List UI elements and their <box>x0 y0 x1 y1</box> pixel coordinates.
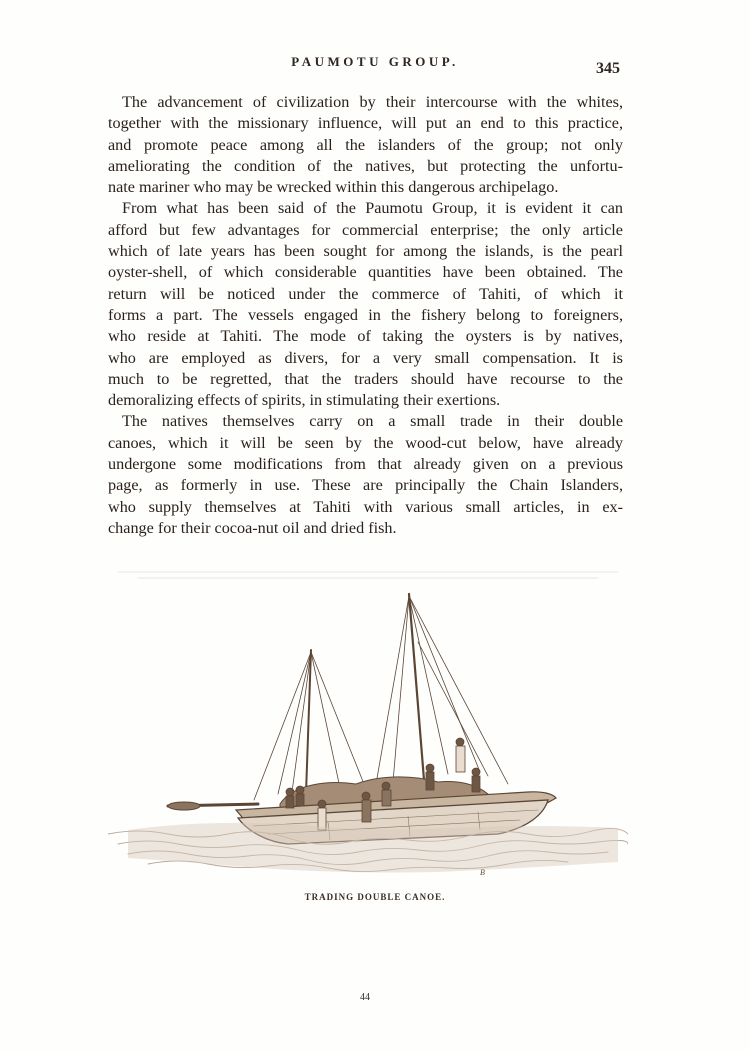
text-line: change for their cocoa-nut oil and dried fish. <box>108 518 397 537</box>
text-line: demoralizing effects of spirits, in stimulating their exertions. <box>108 391 501 410</box>
rigging-right <box>376 596 508 784</box>
text-line: canoes, which it will be seen by the wood-cut below, have already <box>108 433 623 452</box>
text-line: oyster-shell, of which considerable quantities have been obtained. The <box>108 263 623 282</box>
text-line: return will be noticed under the commerce of Tahiti, of which it <box>108 284 623 303</box>
signature-mark: 44 <box>360 992 370 1003</box>
paragraph <box>108 411 623 539</box>
text-line: together with the missionary influence, will put an end to this practice, <box>108 114 623 133</box>
water-shading <box>128 823 618 873</box>
text-line: afford but few advantages for commercial enterprise; the only article <box>108 220 623 239</box>
text-line: The natives themselves carry on a small trade in their double <box>122 412 623 431</box>
text-line: forms a part. The vessels engaged in the fishery belong to foreigners, <box>108 305 623 324</box>
figure-caption: TRADING DOUBLE CANOE. <box>304 892 446 902</box>
text-line: who are employed as divers, for a very small compensation. It is <box>108 348 623 367</box>
text-line: ameliorating the condition of the natives, but protecting the unfortu- <box>108 156 623 175</box>
text-line: nate mariner who may be wrecked within this dangerous archipelago. <box>108 178 559 197</box>
text-line: who reside at Tahiti. The mode of taking the oysters is by natives, <box>108 327 623 346</box>
bow-paddle <box>168 802 200 810</box>
mast-right <box>409 594 424 780</box>
text-line: who supply themselves at Tahiti with various small articles, in ex- <box>108 497 623 516</box>
text-line: undergone some modifications from that already given on a previous <box>108 455 623 474</box>
text-line: and promote peace among all the islanders of the group; not only <box>108 135 623 154</box>
text-line: The advancement of civilization by their intercourse with the whites, <box>122 93 623 111</box>
text-line: which of late years has been sought for among the islands, is the pearl <box>108 242 623 261</box>
engraver-mark: B <box>480 868 485 877</box>
canoe-illustration <box>108 562 628 882</box>
text-line: much to be regretted, that the traders should have recourse to the <box>108 369 623 388</box>
text-line: page, as formerly in use. These are principally the Chain Islanders, <box>108 476 623 495</box>
paragraph <box>108 92 623 198</box>
text-line: From what has been said of the Paumotu Group, it is evident it can <box>122 199 623 218</box>
canoe-engraving <box>108 562 628 882</box>
paragraph <box>108 198 623 411</box>
sky-hatching <box>118 572 618 578</box>
running-head: PAUMOTU GROUP. <box>291 54 459 69</box>
page-number: 345 <box>596 60 620 77</box>
body-text <box>108 92 623 539</box>
